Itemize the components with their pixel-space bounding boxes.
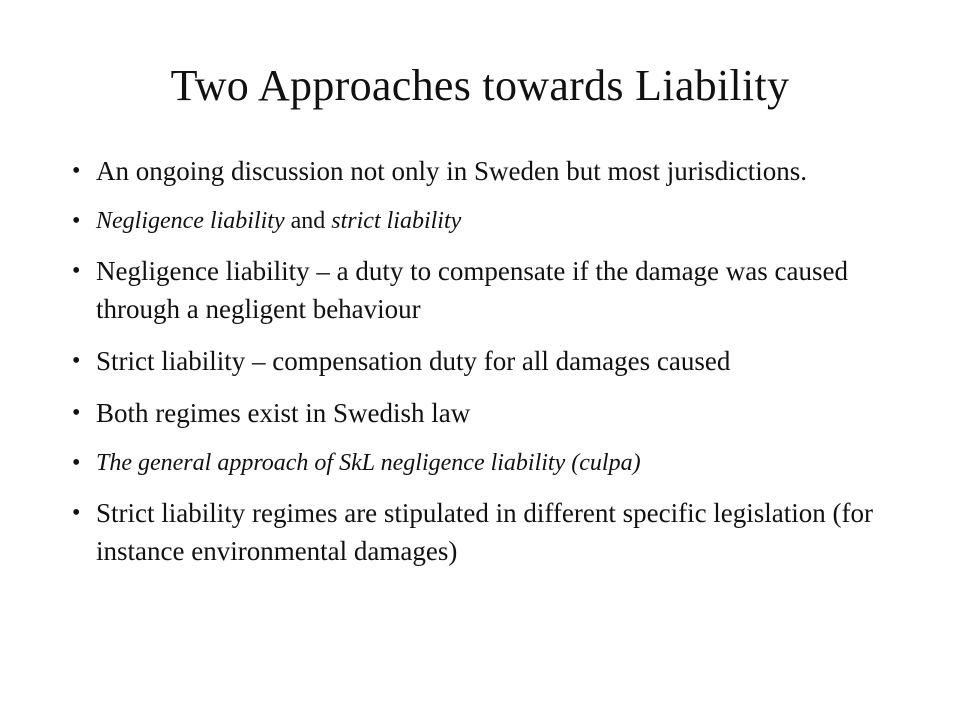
bullet-dot-icon: •	[72, 208, 81, 234]
bullet-item-1	[72, 152, 892, 190]
slide-title: Two Approaches towards Liability	[170, 61, 790, 110]
bullet-text: Strict liability – compensation duty for all damages caused	[96, 346, 731, 376]
bullet-text: An ongoing discussion not only in Sweden but most jurisdictions.	[96, 156, 808, 186]
bullet-text-conjunction: and	[284, 208, 332, 234]
bullet-item-3	[72, 252, 892, 328]
bullet-dot-icon: •	[72, 258, 81, 284]
bullet-item-4	[72, 342, 892, 380]
bullet-item-6	[72, 446, 892, 480]
bullet-item-5	[72, 394, 892, 432]
bullet-text-italic-strict: strict liability	[331, 208, 462, 234]
bullet-dot-icon: •	[72, 348, 81, 374]
bullet-item-7	[72, 494, 892, 570]
bullet-text: Both regimes exist in Swedish law	[96, 398, 471, 428]
bullet-text: The general approach of SkL negligence liability (culpa)	[96, 450, 641, 476]
bullet-text: Negligence liability – a duty to compensate if the damage was caused through a negligent behaviour	[96, 256, 848, 324]
bullet-dot-icon: •	[72, 500, 81, 526]
bullet-dot-icon: •	[72, 400, 81, 426]
bullet-dot-icon: •	[72, 450, 81, 476]
bullet-list	[72, 152, 892, 584]
bullet-dot-icon: •	[72, 158, 81, 184]
bullet-text: Strict liability regimes are stipulated in different specific legislation (for instance environmental damages)	[96, 498, 874, 566]
bullet-item-2	[72, 204, 892, 238]
bullet-text-italic-negligence: Negligence liability	[96, 208, 285, 234]
